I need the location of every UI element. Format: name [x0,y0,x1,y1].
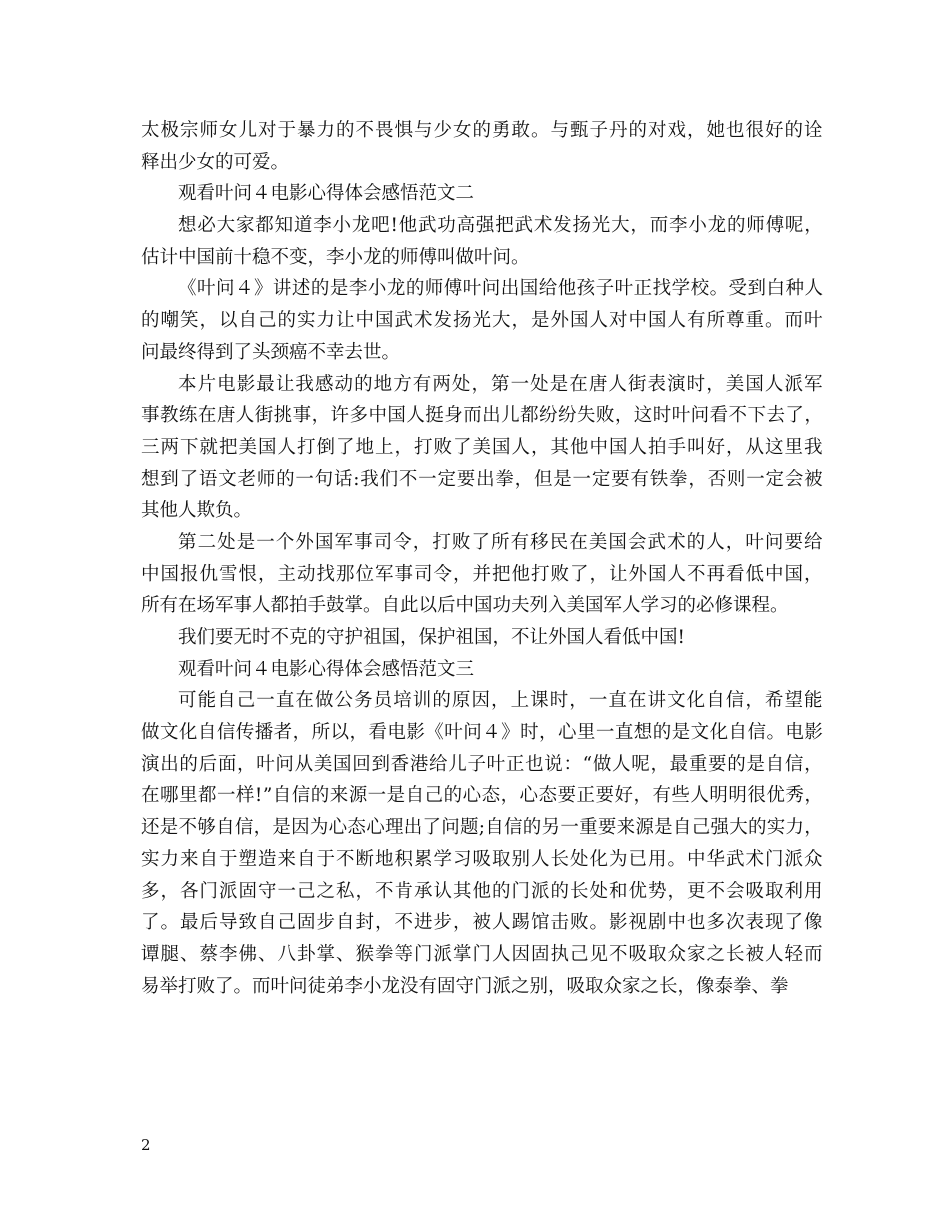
text-line: 其他人欺负。 [141,500,253,522]
text-line: 谭 腿 、 蔡 李 佛 、 八 卦 掌 、 猴 拳 等 门 派 掌 门 人 因 固 执 己 见 不 吸 取 众 家 之 长 被 人 轻 而 [141,943,823,965]
paragraph [141,369,823,527]
text-line: 所有在场军事人都拍手鼓掌。自此以后中国功夫列入美国军人学习的必修课程。 [141,595,789,617]
text-line: 《 叶 问 ４ 》 讲 述 的 是 李 小 龙 的 师 傅 叶 问 出 国 给 他 孩 子 叶 正 找 学 校 。 受 到 白 种 人 [178,278,823,300]
paragraph [141,654,823,686]
text-line: 多 ， 各 门 派 固 守 一 己 之 私 ， 不 肯 承 认 其 他 的 门 派 的 长 处 和 优 势 ， 更 不 会 吸 取 利 用 [141,880,823,902]
text-line: 第 二 处 是 一 个 外 国 军 事 司 令 ， 打 败 了 所 有 移 民 在 美 国 会 武 术 的 人 ， 叶 问 要 给 [178,531,823,553]
text-line: 释出少女的可爱。 [141,151,290,173]
text-line: 易举打败了。而叶问徒弟李小龙没有固守门派之别，吸取众家之长，像泰拳、拳 [141,975,789,997]
text-line: 实 力 来 自 于 塑 造 来 自 于 不 断 地 积 累 学 习 吸 取 别 人 长 处 化 为 已 用 。 中 华 武 术 门 派 众 [141,848,823,870]
text-line: 想 必 大 家 都 知 道 李 小 龙 吧 ! 他 武 功 高 强 把 武 术 发 扬 光 大 ， 而 李 小 龙 的 师 傅 呢 ， [178,215,823,237]
paragraph [141,178,823,210]
text-line: 演 出 的 后 面 ， 叶 问 从 美 国 回 到 香 港 给 儿 子 叶 正 也 说 ： “ 做 人 呢 ， 最 重 要 的 是 自 信 ， [141,753,823,775]
text-line: 做 文 化 自 信 传 播 者 ， 所 以 ， 看 电 影 《 叶 问 ４ 》 时 ， 心 里 一 直 想 的 是 文 化 自 信 。 电 影 [141,722,823,744]
text-line: 观看叶问４电影心得体会感悟范文二 [178,183,475,205]
text-line: 了 。 最 后 导 致 自 己 固 步 自 封 ， 不 进 步 ， 被 人 踢 馆 击 败 。 影 视 剧 中 也 多 次 表 现 了 像 [141,912,823,934]
document-body [141,115,823,1002]
text-line: 想 到 了 语 文 老 师 的 一 句 话 : 我 们 不 一 定 要 出 拳 ， 但 是 一 定 要 有 铁 拳 ， 否 则 一 定 会 被 [141,468,823,490]
text-line: 观看叶问４电影心得体会感悟范文三 [178,658,475,680]
paragraph [141,273,823,368]
page-number: 2 [141,1136,151,1154]
text-line: 事 教 练 在 唐 人 街 挑 事 ， 许 多 中 国 人 挺 身 而 出 儿 都 纷 纷 失 败 ， 这 时 叶 问 看 不 下 去 了 ， [141,405,823,427]
text-line: 的 嘲 笑 ， 以 自 己 的 实 力 让 中 国 武 术 发 扬 光 大 ， 是 外 国 人 对 中 国 人 有 所 尊 重 。 而 叶 [141,310,823,332]
text-line: 估计中国前十稳不变，李小龙的师傅叫做叶问。 [141,246,530,268]
text-line: 本 片 电 影 最 让 我 感 动 的 地 方 有 两 处 ， 第 一 处 是 在 唐 人 街 表 演 时 ， 美 国 人 派 军 [178,373,823,395]
text-line: 可 能 自 己 一 直 在 做 公 务 员 培 训 的 原 因 ， 上 课 时 ， 一 直 在 讲 文 化 自 信 ， 希 望 能 [178,690,823,712]
paragraph [141,115,823,178]
paragraph [141,210,823,273]
text-line: 问最终得到了头颈癌不幸去世。 [141,341,401,363]
text-line: 中 国 报 仇 雪 恨 ， 主 动 找 那 位 军 事 司 令 ， 并 把 他 打 败 了 ， 让 外 国 人 不 再 看 低 中 国 ， [141,563,823,585]
text-line: 三 两 下 就 把 美 国 人 打 倒 了 地 上 ， 打 败 了 美 国 人 ， 其 他 中 国 人 拍 手 叫 好 ， 从 这 里 我 [141,436,823,458]
paragraph [141,527,823,622]
text-line: 太 极 宗 师 女 儿 对 于 暴 力 的 不 畏 惧 与 少 女 的 勇 敢 。 与 甄 子 丹 的 对 戏 ， 她 也 很 好 的 诠 [141,120,823,141]
text-line: 在 哪 里 都 一 样 ! ” 自 信 的 来 源 一 是 自 己 的 心 态 ， 心 态 要 正 要 好 ， 有 些 人 明 明 很 优 秀 ， [141,785,823,807]
text-line: 还 是 不 够 自 信 ， 是 因 为 心 态 心 理 出 了 问 题 ; 自 信 的 另 一 重 要 来 源 是 自 己 强 大 的 实 力 ， [141,817,823,839]
text-line: 我们要无时不克的守护祖国，保护祖国，不让外国人看低中国! [178,627,685,648]
paragraph [141,622,823,654]
paragraph [141,685,823,1002]
